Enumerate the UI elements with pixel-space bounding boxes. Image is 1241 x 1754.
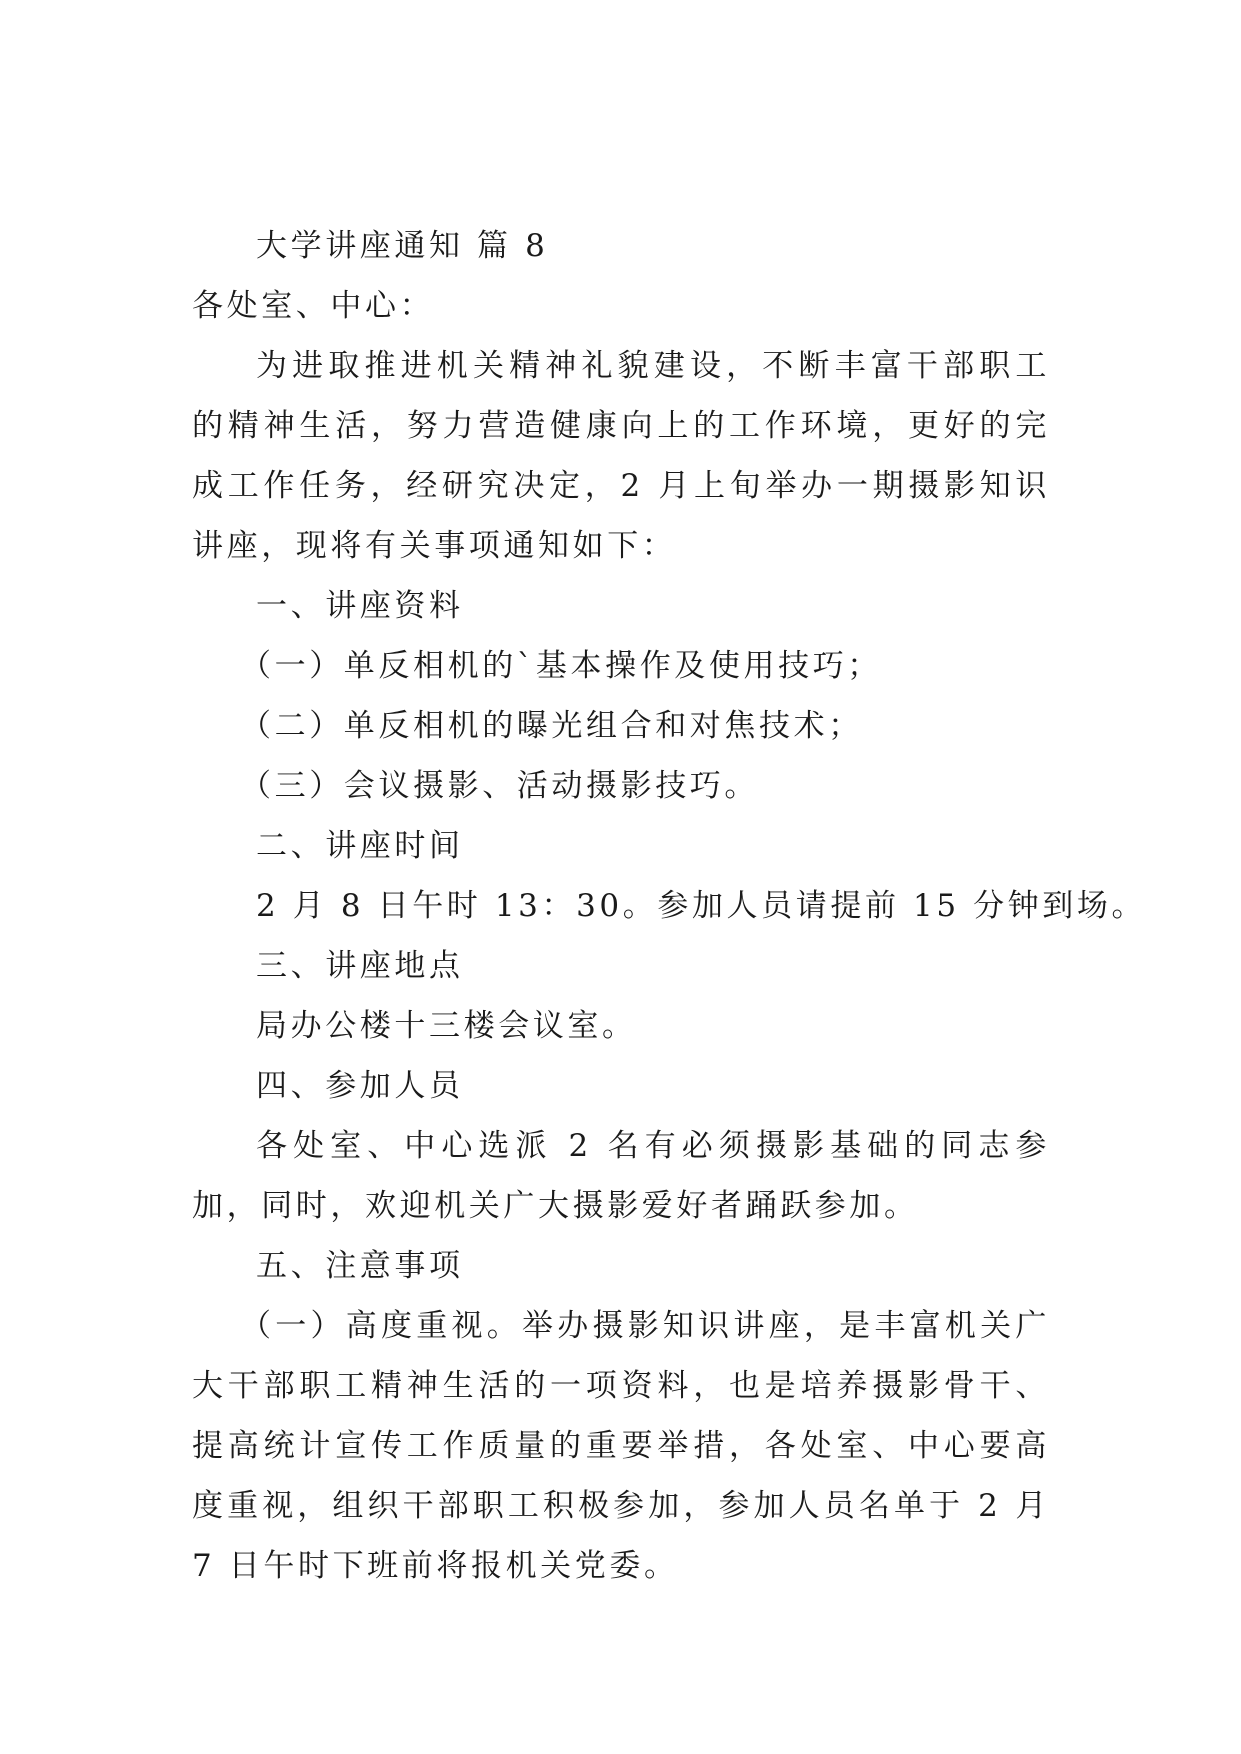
notes-paragraph-1: （一）高度重视。举办摄影知识讲座，是丰富机关广大干部职工精神生活的一项资料，也是培养摄影骨干、提高统计宣传工作质量的重要举措，各处室、中心要高度重视，组织干部职工积极参加，参加人员名单于 2 月 7 日午时下班前将报机关党委。	[192, 1308, 1050, 1584]
location-text: 局办公楼十三楼会议室。	[256, 1008, 637, 1044]
salutation: 各处室、中心：	[192, 288, 435, 324]
intro-paragraph: 为进取推进机关精神礼貌建设，不断丰富干部职工的精神生活，努力营造健康向上的工作环境，更好的完成工作任务，经研究决定，2 月上旬举办一期摄影知识讲座，现将有关事项通知如下：	[192, 348, 1050, 564]
content-item-3: （三）会议摄影、活动摄影技巧。	[240, 768, 759, 804]
content-item-1: （一）单反相机的`基本操作及使用技巧；	[240, 648, 882, 684]
document-title: 大学讲座通知 篇 8	[256, 228, 549, 264]
time-text: 2 月 8 日午时 13：30。参加人员请提前 15 分钟到场。	[256, 888, 1147, 924]
document-body	[192, 216, 1147, 1596]
section-heading-content: 一、讲座资料	[256, 588, 464, 624]
section-heading-participants: 四、参加人员	[256, 1068, 464, 1104]
section-heading-notes: 五、注意事项	[256, 1248, 464, 1284]
content-item-2: （二）单反相机的曝光组合和对焦技术；	[240, 708, 863, 744]
section-heading-time: 二、讲座时间	[256, 828, 464, 864]
section-heading-location: 三、讲座地点	[256, 948, 464, 984]
participants-paragraph: 各处室、中心选派 2 名有必须摄影基础的同志参加，同时，欢迎机关广大摄影爱好者踊跃参加。	[192, 1128, 1050, 1224]
